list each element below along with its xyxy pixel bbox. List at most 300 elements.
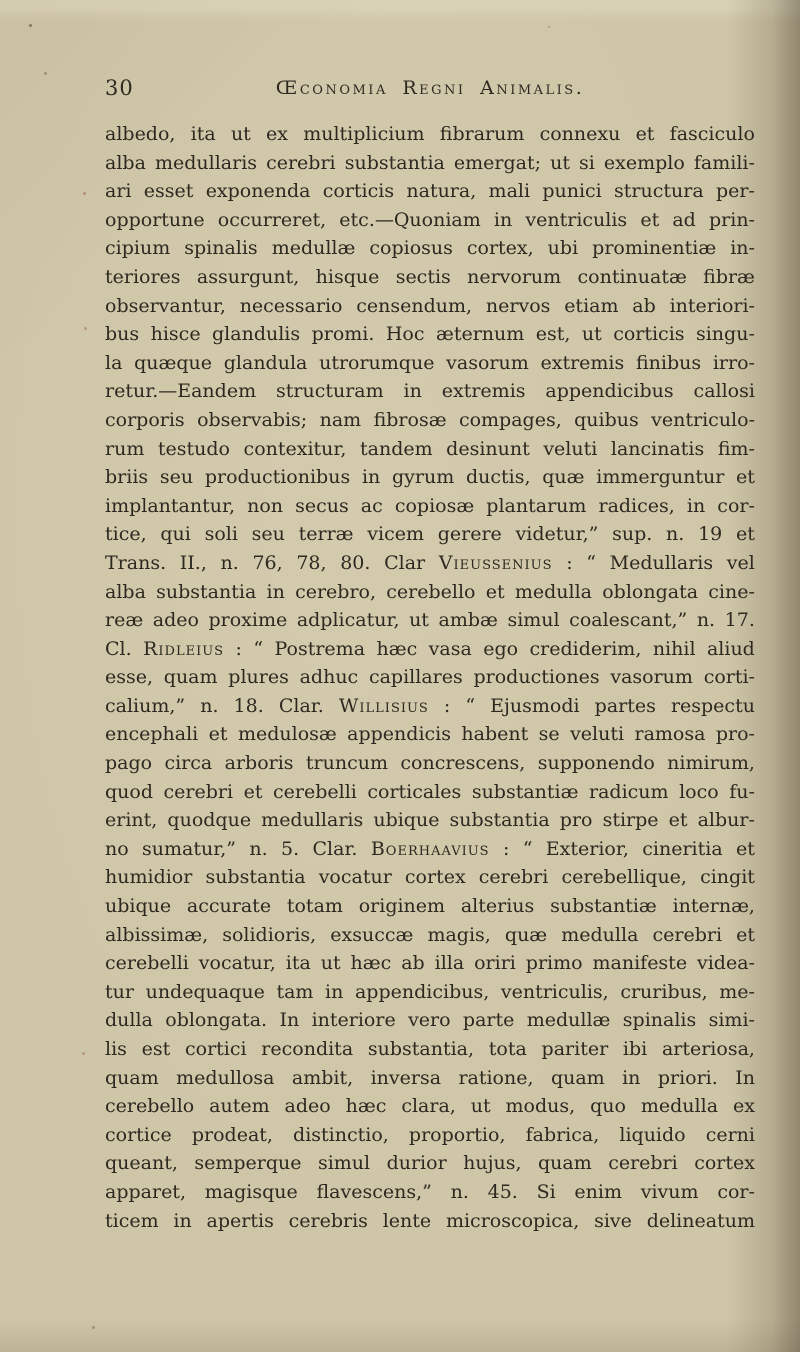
word: recondita	[261, 1038, 354, 1060]
word: parte	[462, 1009, 515, 1032]
text-line	[105, 177, 755, 206]
word: n.	[200, 694, 219, 717]
word: corticis	[613, 323, 685, 346]
word: occurreret,	[217, 208, 327, 231]
word: durior	[386, 1152, 447, 1175]
word: 17.	[724, 609, 755, 632]
word: est	[141, 1038, 171, 1060]
text-line	[105, 1064, 755, 1093]
word: exponenda	[205, 180, 311, 203]
word: observantur,	[105, 294, 226, 317]
text-line	[105, 120, 755, 149]
word: ut	[470, 1095, 491, 1118]
word: extremis	[540, 351, 625, 374]
word: et	[485, 580, 505, 603]
word: adhuc	[299, 666, 359, 689]
text-line	[105, 892, 755, 921]
word: :	[566, 551, 573, 574]
word: concrescens,	[400, 752, 526, 775]
word: sive	[594, 1209, 632, 1232]
word: pariter	[541, 1038, 609, 1060]
word: irro-	[712, 351, 755, 374]
paper-speck	[44, 72, 47, 75]
word: immerguntur	[596, 466, 725, 489]
word: emergat;	[453, 151, 542, 174]
word: hæc	[345, 1095, 387, 1118]
word: ramosa	[634, 723, 706, 746]
text-line	[105, 1149, 755, 1178]
word: compages,	[458, 408, 562, 431]
word: queant,	[105, 1152, 178, 1175]
word: oriri	[474, 952, 516, 975]
word: structuram	[275, 380, 384, 403]
word: et	[668, 809, 688, 832]
word: implantantur,	[105, 494, 236, 517]
word: cine-	[708, 580, 755, 603]
word: cerebri	[608, 1152, 678, 1175]
word: cerni	[705, 1123, 755, 1146]
word: qui	[160, 523, 191, 546]
text-line	[105, 320, 755, 349]
word: et	[736, 923, 755, 946]
word: n.	[220, 551, 239, 574]
word: opportune	[105, 208, 205, 231]
word: n.	[696, 609, 716, 632]
word: ambæ	[438, 609, 498, 632]
word: proxime	[208, 609, 288, 632]
word: no	[105, 837, 129, 860]
word: ab	[401, 952, 425, 975]
word: ab	[632, 294, 656, 317]
word: adplicatur,	[296, 609, 400, 632]
word: lis	[105, 1038, 127, 1060]
text-line	[105, 663, 755, 692]
word: connexu	[539, 123, 621, 145]
word: si	[579, 151, 595, 174]
word: Ejusmodi	[490, 694, 580, 717]
word: nam	[319, 408, 362, 431]
word: et	[635, 123, 655, 145]
word: arteriosa,	[661, 1038, 755, 1060]
word: erint,	[105, 809, 158, 832]
word: ex	[266, 123, 288, 145]
word: vel	[726, 551, 755, 574]
word: :	[235, 637, 242, 660]
word: cingit	[700, 866, 755, 889]
word: substantiæ	[550, 895, 657, 918]
word: quæque	[134, 351, 213, 374]
word: terræ	[298, 523, 354, 546]
word: originem	[358, 895, 446, 918]
word: vivum	[640, 1180, 699, 1203]
text-line	[105, 263, 755, 292]
word: cruribus,	[620, 980, 708, 1003]
word: medulla	[640, 1095, 719, 1118]
word: fibrosæ	[373, 408, 447, 431]
word: secus	[295, 494, 349, 517]
word: soli	[204, 523, 238, 546]
word: ex	[732, 1095, 755, 1118]
text-line	[105, 835, 755, 864]
word: etiam	[564, 294, 619, 317]
word: glandula	[223, 351, 308, 374]
text-line	[105, 921, 755, 950]
word: ita	[285, 952, 311, 975]
word: et	[243, 780, 263, 803]
word: “	[522, 837, 533, 860]
word: cerebelli	[273, 780, 357, 803]
word: 5.	[281, 837, 300, 860]
text-line	[105, 377, 755, 406]
word: manifeste	[592, 952, 688, 975]
word: circa	[164, 752, 213, 775]
word: quodque	[167, 809, 252, 832]
word: copiosus	[369, 237, 453, 260]
word: 78,	[296, 551, 327, 574]
word: quæ	[504, 923, 548, 946]
text-line	[105, 234, 755, 263]
word: Medullaris	[609, 551, 714, 574]
word: quam	[105, 1066, 159, 1089]
word: radicum	[589, 780, 669, 803]
text-line	[105, 492, 755, 521]
word: cerebelli	[105, 952, 189, 975]
word: sup.	[612, 523, 653, 546]
word: singu-	[695, 323, 755, 346]
word: hæc	[376, 637, 418, 660]
word: In	[279, 1009, 300, 1032]
word: stirpe	[602, 809, 659, 832]
page-header	[105, 76, 755, 102]
word: copiosæ	[394, 494, 475, 517]
word: hisque	[315, 265, 380, 288]
text-line	[105, 292, 755, 321]
word: fibrarum	[439, 123, 525, 145]
word: vicem	[367, 523, 424, 546]
word: cerebellique,	[561, 866, 687, 889]
word: famili-	[693, 151, 755, 174]
word: Ridleius	[143, 637, 225, 660]
word: natura,	[406, 180, 477, 203]
word: albur-	[697, 809, 755, 832]
word: substantia	[344, 151, 445, 174]
word: truncum	[305, 752, 389, 775]
word: alterius	[460, 895, 535, 918]
word: modus,	[505, 1095, 576, 1118]
word: ari	[105, 180, 132, 203]
word: corticales	[367, 780, 462, 803]
word: tota	[488, 1038, 527, 1060]
word: finibus	[635, 351, 702, 374]
word: oblongata	[602, 580, 699, 603]
word: alba	[105, 580, 146, 603]
word: delineatum	[646, 1209, 755, 1232]
word: vasa	[428, 637, 472, 660]
word: semperque	[194, 1152, 302, 1175]
word: loco	[679, 780, 719, 803]
word: observabis;	[197, 408, 308, 431]
body-text	[105, 120, 755, 1235]
word: ut	[581, 323, 602, 346]
paper-speck	[82, 1052, 85, 1055]
word: “	[465, 694, 476, 717]
word: :	[502, 837, 510, 860]
word: glandulis	[212, 323, 301, 346]
word: sumatur,”	[142, 837, 236, 860]
word: calium,”	[105, 694, 186, 717]
word: quo	[590, 1095, 626, 1118]
text-line	[105, 520, 755, 549]
word: apparet,	[105, 1180, 186, 1203]
word: illa	[434, 952, 465, 975]
word: structura	[614, 180, 704, 203]
word: videa-	[697, 952, 755, 975]
word: humidior	[105, 866, 193, 889]
word: Exterior,	[545, 837, 629, 860]
word: quibus	[574, 408, 639, 431]
word: in	[361, 466, 381, 489]
word: medulosæ	[237, 723, 337, 746]
word: Si	[536, 1180, 556, 1203]
word: extremis	[441, 380, 526, 403]
word: cineritia	[642, 837, 723, 860]
word: exemplo	[603, 151, 685, 174]
word: capillares	[368, 666, 463, 689]
word: cortex,	[466, 237, 534, 260]
word: ut	[320, 952, 341, 975]
word: microscopica,	[445, 1209, 580, 1232]
text-line	[105, 606, 755, 635]
word: veluti	[570, 723, 625, 746]
text-line	[105, 1006, 755, 1035]
word: desinunt	[446, 437, 530, 460]
word: medullæ	[271, 237, 356, 260]
word: Willisius	[338, 694, 429, 717]
word: veluti	[543, 437, 598, 460]
word: plures	[228, 666, 289, 689]
word: hujus,	[463, 1152, 522, 1175]
word: productiones	[473, 666, 600, 689]
word: plantarum	[486, 494, 587, 517]
word: ubique	[105, 895, 172, 918]
word: vasorum	[610, 666, 693, 689]
word: magisque	[204, 1180, 298, 1203]
word: prominentiæ	[592, 237, 717, 260]
word: II.,	[179, 551, 207, 574]
text-line	[105, 720, 755, 749]
word: et	[736, 837, 755, 860]
text-line	[105, 778, 755, 807]
word: cerebello	[386, 580, 476, 603]
paper-speck	[83, 192, 86, 195]
word: ventriculo-	[651, 408, 755, 431]
word: gerere	[437, 523, 502, 546]
word: Cl.	[105, 637, 132, 660]
word: multiplicium	[303, 123, 425, 145]
word: esset	[143, 180, 194, 203]
word: ubi	[547, 237, 579, 260]
word: 19	[698, 523, 723, 546]
word: albissimæ,	[105, 923, 209, 946]
word: continuatæ	[577, 265, 687, 288]
word: fabrica,	[525, 1123, 600, 1146]
word: nihil	[652, 637, 696, 660]
word: 76,	[252, 551, 283, 574]
word: appendicis	[347, 723, 451, 746]
word: pro	[559, 809, 593, 832]
word: et	[640, 208, 660, 231]
word: contexitur,	[243, 437, 347, 460]
text-line	[105, 349, 755, 378]
word: arboris	[224, 752, 294, 775]
word: callosi	[693, 380, 755, 403]
word: radices,	[598, 494, 675, 517]
word: in	[622, 1066, 641, 1089]
word: corporis	[105, 408, 185, 431]
text-line	[105, 406, 755, 435]
text-line	[105, 206, 755, 235]
word: totam	[286, 895, 343, 918]
word: cerebro,	[295, 580, 377, 603]
word: Boerhaavius	[370, 837, 490, 860]
word: cipium	[105, 237, 171, 260]
word: spinalis	[622, 1009, 697, 1032]
word: supponendo	[537, 752, 655, 775]
word: non	[247, 494, 284, 517]
word: briis	[105, 466, 149, 489]
word: autem	[209, 1095, 270, 1118]
word: ut	[550, 151, 570, 174]
word: fu-	[729, 780, 755, 803]
word: bus	[105, 323, 140, 346]
word: promi.	[311, 323, 375, 346]
word: substantia	[449, 809, 550, 832]
word: æternum	[435, 323, 525, 346]
word: vocatur,	[198, 952, 276, 975]
word: prodeat,	[191, 1123, 273, 1146]
word: Clar	[384, 551, 426, 574]
word: tur	[105, 980, 134, 1003]
word: teriores	[105, 265, 181, 288]
word: proportio,	[408, 1123, 506, 1146]
word: pago	[105, 752, 153, 775]
word: lancinatis	[610, 437, 705, 460]
word: seu	[159, 466, 194, 489]
word: aliud	[706, 637, 755, 660]
text-line	[105, 1035, 755, 1064]
word: retur.—Eandem	[105, 380, 257, 403]
word: cerebri	[163, 780, 234, 803]
word: assurgunt,	[196, 265, 300, 288]
word: corticis	[322, 180, 395, 203]
text-line	[105, 863, 755, 892]
word: Hoc	[385, 323, 425, 346]
word: et	[736, 466, 755, 489]
word: fasciculo	[669, 123, 755, 145]
word: fim-	[717, 437, 755, 460]
word: quæ	[542, 466, 585, 489]
word: productionibus	[204, 466, 351, 489]
word: ad	[672, 208, 696, 231]
word: inversa	[370, 1066, 442, 1089]
word: fibræ	[703, 265, 755, 288]
paper-speck	[84, 327, 87, 330]
paper-speck	[29, 24, 32, 27]
word: la	[105, 351, 123, 374]
word: ita	[190, 123, 216, 145]
word: mali	[488, 180, 531, 203]
word: quam	[537, 1152, 592, 1175]
word: n.	[666, 523, 685, 546]
word: in	[403, 380, 422, 403]
word: quam	[163, 666, 218, 689]
word: vocatur	[318, 866, 392, 889]
word: alba	[105, 151, 146, 174]
word: videtur,”	[515, 523, 599, 546]
text-line	[105, 435, 755, 464]
word: ventriculis,	[500, 980, 609, 1003]
word: Vieussenius	[438, 551, 553, 574]
word: cerebri	[266, 151, 336, 174]
word: pro-	[715, 723, 755, 746]
word: medullæ	[526, 1009, 611, 1032]
word: censendum,	[356, 294, 473, 317]
word: medullaris	[261, 809, 364, 832]
word: ubique	[373, 809, 440, 832]
word: Postrema	[274, 637, 366, 660]
word: vero	[408, 1009, 451, 1032]
text-line	[105, 149, 755, 178]
word: medullosa	[176, 1066, 275, 1089]
word: testudo	[157, 437, 230, 460]
word: adeo	[152, 609, 199, 632]
word: :	[443, 694, 451, 717]
word: cor-	[717, 1180, 755, 1203]
word: primo	[525, 952, 583, 975]
word: liquido	[619, 1123, 686, 1146]
word: et	[208, 723, 228, 746]
word: crediderim,	[529, 637, 642, 660]
word: Trans.	[105, 551, 167, 574]
word: magis,	[427, 923, 491, 946]
word: tam	[276, 980, 314, 1003]
word: “	[253, 637, 264, 660]
word: necessario	[239, 294, 343, 317]
text-line	[105, 749, 755, 778]
word: simul	[317, 1152, 371, 1175]
text-line	[105, 978, 755, 1007]
page-number: 30	[105, 76, 134, 100]
word: esse,	[105, 666, 154, 689]
word: nervorum	[467, 265, 562, 288]
word: rum	[105, 437, 145, 460]
word: quam	[550, 1066, 605, 1089]
word: me-	[719, 980, 755, 1003]
word: distinctio,	[293, 1123, 389, 1146]
word: appendicibus	[545, 380, 674, 403]
word: lente	[382, 1209, 432, 1232]
word: ac	[360, 494, 383, 517]
word: in-	[730, 237, 755, 260]
word: ibi	[622, 1038, 648, 1060]
word: in	[173, 1209, 192, 1232]
text-line	[105, 463, 755, 492]
word: 18.	[233, 694, 264, 717]
word: cerebri	[478, 866, 549, 889]
word: 45.	[487, 1180, 518, 1203]
word: corti-	[703, 666, 755, 689]
word: ego	[483, 637, 519, 660]
